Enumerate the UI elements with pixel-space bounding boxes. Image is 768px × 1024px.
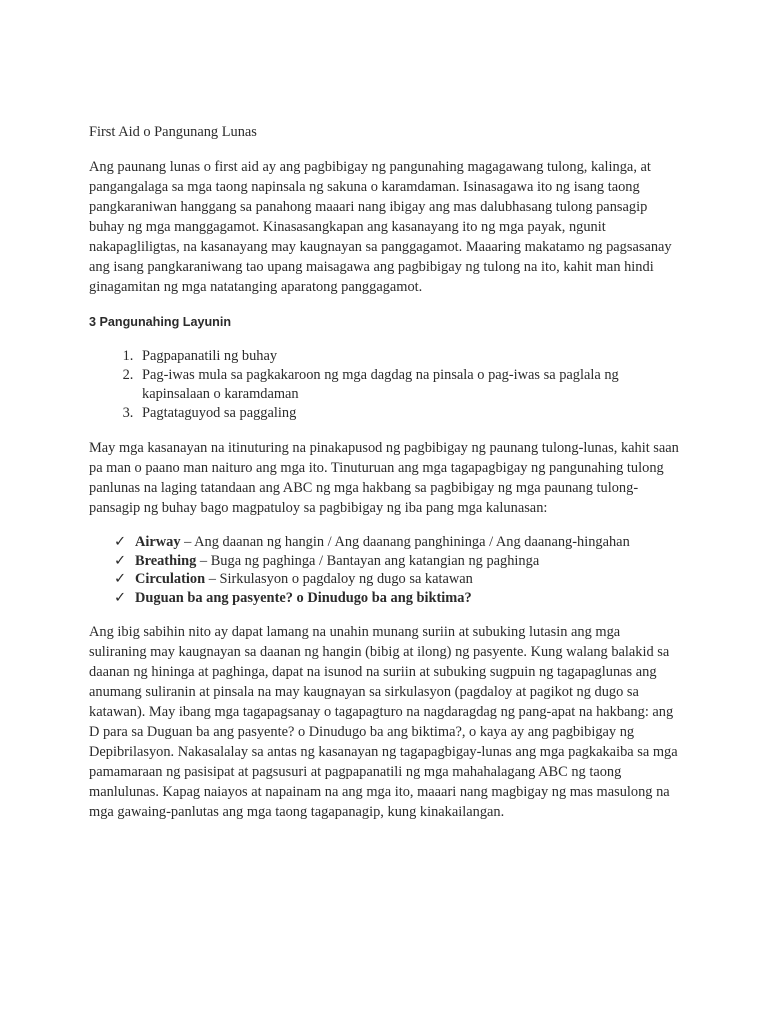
document-body	[89, 122, 679, 837]
goal-item: 3. Pagtataguyod sa paggaling	[137, 404, 679, 423]
abc-term: Circulation	[135, 571, 206, 587]
abc-description: – Buga ng paghinga / Bantayan ang katangian ng paghinga	[196, 552, 540, 569]
intro-paragraph: Ang paunang lunas o first aid ay ang pagbibigay ng pangunahing magagawang tulong, kalinga, at pangangalaga sa mga taong napinsala ng sakuna o karamdaman. Isinasagawa ito ng isang taong pangkaraniwan hanggang sa panahong maaari nang ibigay ang mas dalubhasang tulong pansagip buhay ng mga manggagamot. Kinasasangkapan ang kasanayang ito ng mga payak, ngunit nakapagliligtas, na kasanayang may kaugnayan sa panggagamot. Maaaring makatamo ng pagsasanay ang isang pangkaraniwang tao upang maisagawa ang pagbibigay ng tulong na ito, kahit man hindi ginagamitan ng mga natatanging aparatong panggagamot.	[89, 159, 672, 295]
goals-list	[89, 347, 679, 423]
abc-term: Breathing	[135, 552, 197, 569]
goal-item: 2. Pag-iwas mula sa pagkakaroon ng mga dagdag na pinsala o pag-iwas sa paglala ng kapinsalaan o karamdaman	[137, 366, 679, 404]
abc-item	[114, 533, 679, 552]
checkmark-icon: ✓	[114, 552, 127, 569]
abc-description: – Ang daanan ng hangin / Ang daanang panghininga / Ang daanang-hingahan	[180, 534, 630, 550]
closing-paragraph: Ang ibig sabihin nito ay dapat lamang na unahin munang suriin at subuking lutasin ang mga suliraning may kaugnayan sa daanan ng hangin (bibig at ilong) ng pasyente. Kung walang balakid sa daanan ng hininga at paghinga, dapat na isunod na suriin at subuking sugpuin ng tagapaglunas ang anumang suliranin at pinsala na may kaugnayan sa sirkulasyon (pagdaloy at pagikot ng dugo sa katawan). May ibang mga tagapagsanay o tagapagturo na nagdaragdag ng pang-apat na hakbang: ang D para sa Duguan ba ang pasyente? o Dinudugo ba ang biktima?, o kaya ay ang pagbibigay ng Depibrilasyon. Nakasalalay sa antas ng kasanayan ng tagapagbigay-lunas ang mga pagkakaiba sa mga pamamaraan ng pasisipat at pagsusuri at pagpapanatili ng mga mahahalagang ABC ng taong manlulunas. Kapag naiayos at napainam na ang mga ito, maaari nang magbigay ng mas masulong na mga gawaing-panlutas ang mga taong tagapanagip, kung kinakailangan.	[89, 624, 678, 820]
checkmark-icon: ✓	[114, 589, 127, 606]
goal-item: 1. Pagpapanatili ng buhay	[137, 347, 679, 366]
abc-item	[114, 570, 679, 589]
checkmark-icon: ✓	[114, 534, 127, 550]
abc-term: Airway	[135, 534, 181, 550]
abc-list	[89, 533, 679, 607]
abc-last-question: Duguan ba ang pasyente? o Dinudugo ba ang biktima?	[135, 589, 472, 606]
abc-intro-paragraph: May mga kasanayan na itinuturing na pinakapusod ng pagbibigay ng paunang tulong-lunas, kahit saan pa man o paano man naituro ang mga ito. Tinuturuan ang mga tagapagbigay ng pangunahing tulong panlunas na laging tatandaan ang ABC ng mga hakbang sa pagbibigay ng mga paunang tulong-pansagip ng buhay bago magpatuloy sa pagbibigay ng iba pang mga kalunasan:	[89, 440, 679, 516]
abc-item	[114, 589, 679, 608]
document-title: First Aid o Pangunang Lunas	[89, 124, 257, 140]
abc-item	[114, 552, 679, 571]
goals-heading: 3 Pangunahing Layunin	[89, 315, 232, 329]
abc-description: – Sirkulasyon o pagdaloy ng dugo sa katawan	[205, 571, 473, 587]
checkmark-icon: ✓	[114, 571, 127, 587]
